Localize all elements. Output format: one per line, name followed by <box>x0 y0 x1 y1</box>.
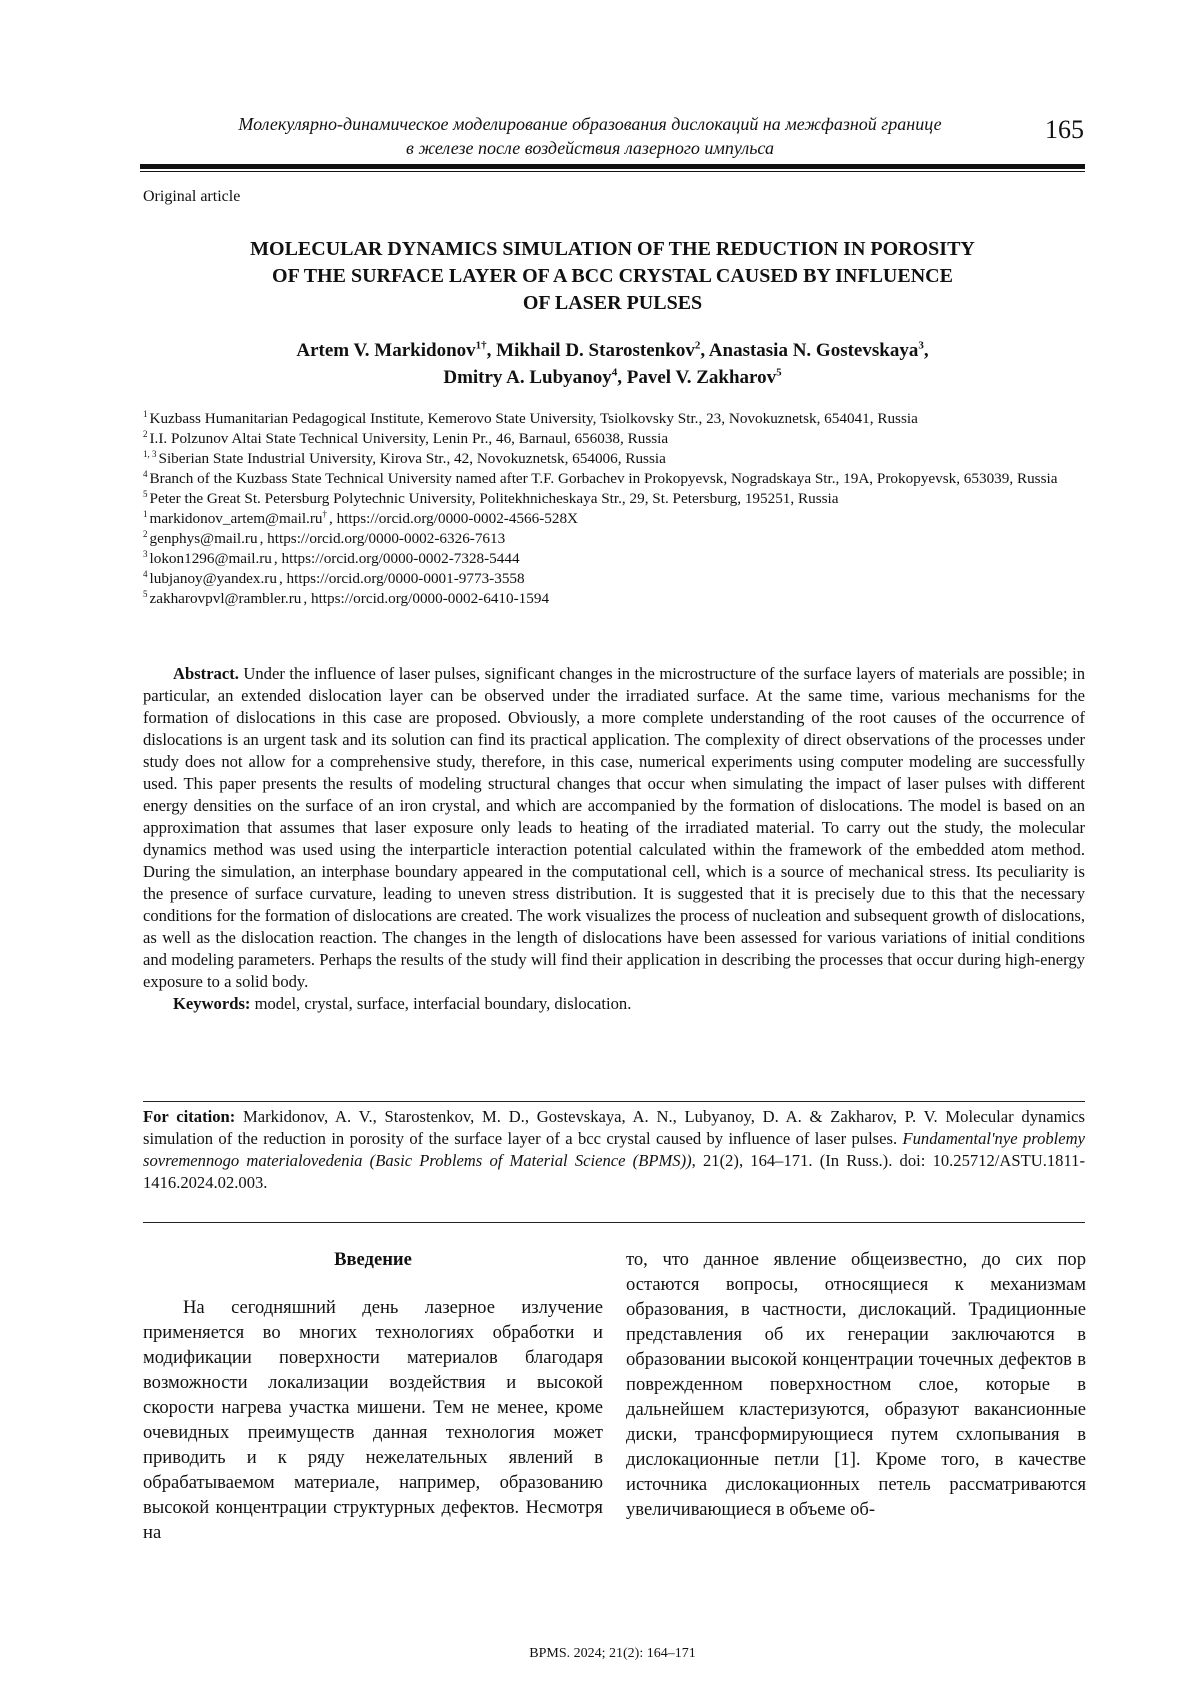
author-separator: , <box>700 340 709 361</box>
affiliation-text: Siberian State Industrial University, Kirova Str., 42, Novokuznetsk, 654006, Russia <box>158 450 666 467</box>
contact-orcid[interactable]: , https://orcid.org/0000-0002-6326-7613 <box>259 530 506 547</box>
affiliation <box>143 469 1085 489</box>
author-separator: , <box>617 367 627 388</box>
affiliation <box>143 449 1085 469</box>
abstract-text: Under the influence of laser pulses, significant changes in the microstructure of the surface layers of materials are possible; in particular, an extended dislocation layer can be observed under the irradiated surface. At the same time, various mechanisms for the formation of dislocations in this case are proposed. Obviously, a more complete understanding of the root causes of the occurrence of dislocations is an urgent task and its solution can find its practical application. The complexity of direct observations of the processes under study does not allow for a comprehensive study, therefore, in this case, numerical experiments using computer modeling are successfully used. This paper presents the results of modeling structural changes that occur when simulating the impact of laser pulses with different energy densities on the surface of an iron crystal, and which are accompanied by the formation of dislocations. The model is based on an approximation that assumes that laser exposure only leads to heating of the irradiated material. To carry out the study, the molecular dynamics method was used using the interparticle interaction potential calculated within the framework of the embedded atom method. During the simulation, an interphase boundary appeared in the computational cell, which is a source of mechanical stress. Its peculiarity is the presence of surface curvature, leading to uneven stress distribution. It is suggested that it is precisely due to this that the necessary conditions for the formation of dislocations are created. The work visualizes the process of nucleation and subsequent growth of dislocations, as well as the dislocation reaction. The changes in the length of dislocations have been assessed for various variations of initial conditions and modeling parameters. Perhaps the results of the study will find their application in describing the processes that occur during high-energy exposure to a solid body. <box>143 664 1085 991</box>
running-header-line-1: Молекулярно-динамическое моделирование образования дислокаций на межфазной границе <box>238 114 942 134</box>
contact <box>143 589 1085 609</box>
citation-tail: , 21(2), 164–171. (In Russ.). doi: 10.25712/ASTU.1811-1416.2024.02.003. <box>143 1151 1085 1192</box>
contact-mark: 4 <box>143 568 148 579</box>
body-paragraph: то, что данное явление общеизвестно, до сих пор остаются вопросы, относящиеся к механизмам образования, в частности, дислокаций. Традиционные представления об их генерации заключаются в образовании высокой концентрации точечных дефектов в поврежденном поверхностном слое, которые в дальнейшем кластеризуются, образуют вакансионные диски, трансформирующиеся путем схлопывания в дислокационные петли [1]. Кроме того, в качестве источника дислокационных петель рассматриваются увеличивающиеся в объеме об- <box>626 1249 1086 1520</box>
author-line-2 <box>140 364 1085 391</box>
contact-mark: 2 <box>143 528 148 539</box>
citation-journal: Fundamental'nye problemy sovremennogo materialovedenia (Basic Problems of Material Science (BPMS)) <box>143 1129 1085 1170</box>
abstract-paragraph <box>143 663 1085 993</box>
page-number: 165 <box>1045 115 1084 144</box>
author-name: Dmitry A. Lubyanoy <box>443 367 612 388</box>
contact-orcid[interactable]: , https://orcid.org/0000-0002-4566-528X <box>329 510 579 527</box>
keywords-label: Keywords: <box>173 994 251 1013</box>
abstract-block <box>143 663 1085 1015</box>
body-paragraph: На сегодняшний день лазерное излучение применяется во многих технологиях обработки и модификации поверхности материалов благодаря возможности локализации воздействия и высокой скорости нагрева участка мишени. Тем не менее, кроме очевидных преимуществ данная технология может приводить и к ряду нежелательных явлений в обрабатываемом материале, например, образованию высокой концентрации структурных дефектов. Несмотря на <box>143 1297 603 1543</box>
citation-rule-bottom <box>143 1222 1085 1223</box>
affiliation <box>143 409 1085 429</box>
contact-email[interactable]: lubjanoy@yandex.ru <box>149 570 277 587</box>
contact-email[interactable]: lokon1296@mail.ru <box>149 550 272 567</box>
affiliation <box>143 429 1085 449</box>
author-name: Artem V. Markidonov <box>296 340 476 361</box>
contact-orcid[interactable]: , https://orcid.org/0000-0002-7328-5444 <box>273 550 520 567</box>
citation-block <box>143 1106 1085 1194</box>
title-line: MOLECULAR DYNAMICS SIMULATION OF THE REDUCTION IN POROSITY <box>250 238 975 260</box>
affiliation-mark: 4 <box>143 468 148 479</box>
page-footer: BPMS. 2024; 21(2): 164–171 <box>529 1646 696 1661</box>
body-column-left <box>143 1247 603 1545</box>
affiliation-mark: 5 <box>143 488 148 499</box>
citation-label: For citation: <box>143 1107 236 1126</box>
contact-email[interactable]: zakharovpvl@rambler.ru <box>149 590 302 607</box>
contact-orcid[interactable]: , https://orcid.org/0000-0002-6410-1594 <box>303 590 550 607</box>
header-rule-thin <box>140 171 1085 172</box>
contact-mark: 3 <box>143 548 148 559</box>
author-affil-mark: 1† <box>475 339 487 352</box>
body-column-right <box>626 1247 1086 1522</box>
running-header-line-2: в железе после воздействия лазерного импульса <box>406 138 774 158</box>
contact-orcid[interactable]: , https://orcid.org/0000-0001-9773-3558 <box>278 570 525 587</box>
title-line: OF THE SURFACE LAYER OF A BCC CRYSTAL CAUSED BY INFLUENCE <box>272 265 953 287</box>
keywords-text: model, crystal, surface, interfacial boundary, dislocation. <box>250 994 632 1013</box>
affiliation-mark: 1 <box>143 408 148 419</box>
citation-text: Markidonov, A. V., Starostenkov, M. D., Gostevskaya, A. N., Lubyanoy, D. A. & Zakharov, P. V. Molecular dynamics simulation of the reduction in porosity of the surface layer of a bcc crystal caused by influence of laser pulses. <box>143 1107 1085 1148</box>
affiliations-block <box>143 409 1085 609</box>
affiliation-text: Branch of the Kuzbass State Technical University named after T.F. Gorbachev in Prokopyevsk, Nogradskaya Str., 19A, Prokopyevsk, 653039, Russia <box>149 470 1058 487</box>
author-list <box>140 337 1085 391</box>
running-header <box>140 112 1040 160</box>
contact-email[interactable]: markidonov_artem@mail.ru <box>149 510 323 527</box>
author-line-1 <box>140 337 1085 364</box>
citation-rule-top <box>143 1101 1085 1102</box>
article-title <box>140 236 1085 317</box>
contact <box>143 549 1085 569</box>
contact-mark: 1 <box>143 508 148 519</box>
author-separator: , <box>923 340 929 361</box>
title-line: OF LASER PULSES <box>522 292 703 314</box>
contact <box>143 529 1085 549</box>
corresponding-mark: † <box>322 508 327 519</box>
keywords-paragraph <box>143 993 1085 1015</box>
author-name: Mikhail D. Starostenkov <box>496 340 695 361</box>
author-separator: , <box>486 340 497 361</box>
affiliation-mark: 2 <box>143 428 148 439</box>
author-affil-mark: 3 <box>918 339 924 352</box>
contact-mark: 5 <box>143 588 148 599</box>
article-type: Original article <box>143 188 241 205</box>
affiliation-text: Peter the Great St. Petersburg Polytechnic University, Politekhnicheskaya Str., 29, St. Petersburg, 195251, Russia <box>149 490 839 507</box>
author-affil-mark: 2 <box>694 339 701 352</box>
contact-email[interactable]: genphys@mail.ru <box>149 530 258 547</box>
affiliation-mark: 1, 3 <box>143 448 157 459</box>
affiliation-text: I.I. Polzunov Altai State Technical University, Lenin Pr., 46, Barnaul, 656038, Russia <box>149 430 669 447</box>
author-affil-mark: 4 <box>611 366 618 379</box>
section-heading: Введение <box>334 1249 412 1270</box>
contact <box>143 509 1085 529</box>
author-affil-mark: 5 <box>776 366 782 379</box>
affiliation-text: Kuzbass Humanitarian Pedagogical Institute, Kemerovo State University, Tsiolkovsky Str., 23, Novokuznetsk, 654041, Russia <box>149 410 918 427</box>
header-rule-thick <box>140 164 1085 169</box>
author-name: Anastasia N. Gostevskaya <box>708 340 919 361</box>
affiliation <box>143 489 1085 509</box>
abstract-label: Abstract. <box>173 664 239 683</box>
author-name: Pavel V. Zakharov <box>626 367 777 388</box>
contact <box>143 569 1085 589</box>
